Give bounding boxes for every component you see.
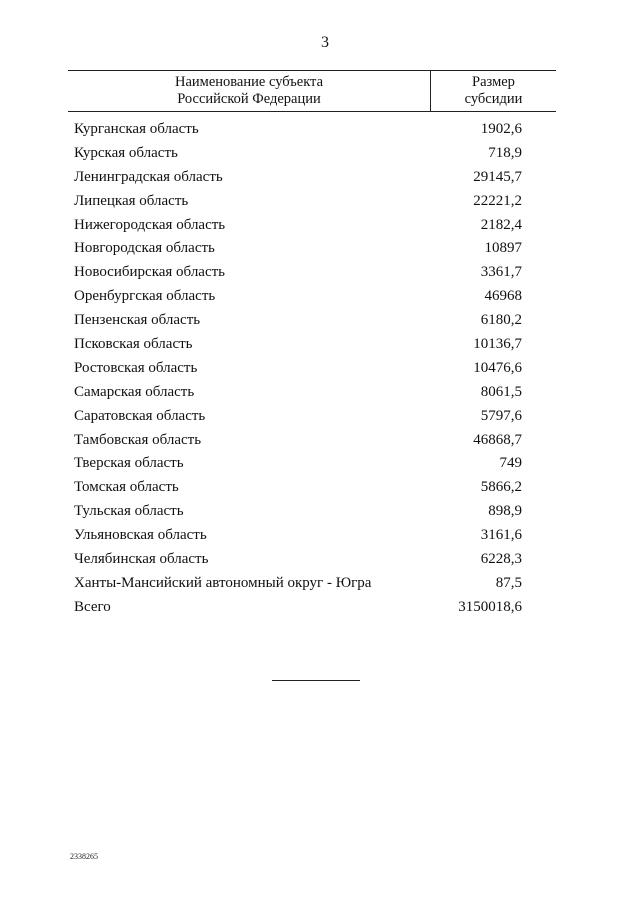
- subsidy-amount: 3150018,6: [458, 598, 522, 615]
- column-header-subsidy-amount-line1: Размер: [472, 74, 515, 90]
- region-name: Самарская область: [74, 383, 195, 400]
- region-name: Ульяновская область: [74, 527, 207, 544]
- region-name: Тверская область: [74, 455, 184, 472]
- region-name: Челябинская область: [74, 551, 209, 568]
- subsidy-amount: 5797,6: [480, 407, 522, 424]
- table-row: [74, 286, 522, 310]
- table-row: [74, 119, 522, 143]
- region-name: Курганская область: [74, 121, 199, 137]
- region-name: Тамбовская область: [74, 431, 202, 448]
- column-header-region-name-line2: Российской Федерации: [177, 91, 321, 107]
- subsidy-amount: 29145,7: [473, 168, 522, 185]
- subsidy-amount: 3161,6: [480, 527, 522, 544]
- region-name: Псковская область: [74, 336, 193, 353]
- table-row: [74, 310, 522, 334]
- region-name: Нижегородская область: [74, 216, 226, 233]
- column-header-region-name: [68, 71, 430, 111]
- end-of-table-rule: [272, 680, 360, 681]
- table-row: [74, 477, 522, 501]
- table-row: [74, 167, 522, 191]
- subsidy-amount: 46968: [484, 288, 522, 305]
- table-row: [74, 597, 522, 621]
- table-row: [74, 406, 522, 430]
- table-row: [74, 191, 522, 215]
- region-name: Новосибирская область: [74, 264, 226, 281]
- table-row: [74, 453, 522, 477]
- column-header-subsidy-amount: [431, 71, 556, 111]
- region-name: Тульская область: [74, 503, 184, 520]
- table-row: [74, 549, 522, 573]
- table-row: [74, 358, 522, 382]
- subsidy-amount: 1902,6: [480, 121, 522, 137]
- subsidy-amount: 749: [499, 455, 522, 472]
- table-row: [74, 430, 522, 454]
- subsidy-amount: 8061,5: [480, 383, 522, 400]
- subsidy-amount: 5866,2: [480, 479, 522, 496]
- table-row: [74, 501, 522, 525]
- region-name: Ханты-Мансийский автономный округ - Югра: [74, 574, 372, 591]
- table-row: [74, 334, 522, 358]
- subsidy-amount: 898,9: [488, 503, 522, 520]
- subsidy-amount: 22221,2: [473, 192, 522, 209]
- region-name: Курская область: [74, 144, 178, 161]
- region-name: Всего: [74, 598, 111, 615]
- document-code: 2338265: [70, 852, 98, 861]
- subsidy-amount: 2182,4: [480, 216, 522, 233]
- subsidy-amount: 46868,7: [473, 431, 522, 448]
- region-name: Новгородская область: [74, 240, 215, 257]
- table-row: [74, 262, 522, 286]
- subsidy-amount: 718,9: [488, 144, 522, 161]
- table-row: [74, 525, 522, 549]
- table-row: [74, 382, 522, 406]
- region-name: Томская область: [74, 479, 179, 496]
- subsidy-amount: 6180,2: [480, 312, 522, 329]
- table-row: [74, 238, 522, 262]
- page-number: 3: [321, 34, 329, 51]
- subsidy-amount: 10136,7: [473, 336, 522, 353]
- column-header-region-name-line1: Наименование субъекта: [174, 74, 324, 90]
- table-row: [74, 215, 522, 239]
- subsidy-amount: 3361,7: [480, 264, 522, 281]
- table-row: [74, 573, 522, 597]
- subsidy-amount: 6228,3: [480, 551, 522, 568]
- region-name: Пензенская область: [74, 312, 201, 329]
- table-body: [74, 119, 522, 621]
- region-name: Оренбургская область: [74, 288, 216, 305]
- subsidy-amount: 87,5: [495, 574, 522, 591]
- table-header: [68, 70, 556, 112]
- subsidy-amount: 10897: [484, 240, 522, 257]
- region-name: Ленинградская область: [74, 168, 223, 185]
- region-name: Ростовская область: [74, 359, 198, 376]
- region-name: Саратовская область: [74, 407, 206, 424]
- table-row: [74, 143, 522, 167]
- subsidy-amount: 10476,6: [473, 359, 522, 376]
- region-name: Липецкая область: [74, 192, 189, 209]
- column-header-subsidy-amount-line2: субсидии: [464, 91, 523, 107]
